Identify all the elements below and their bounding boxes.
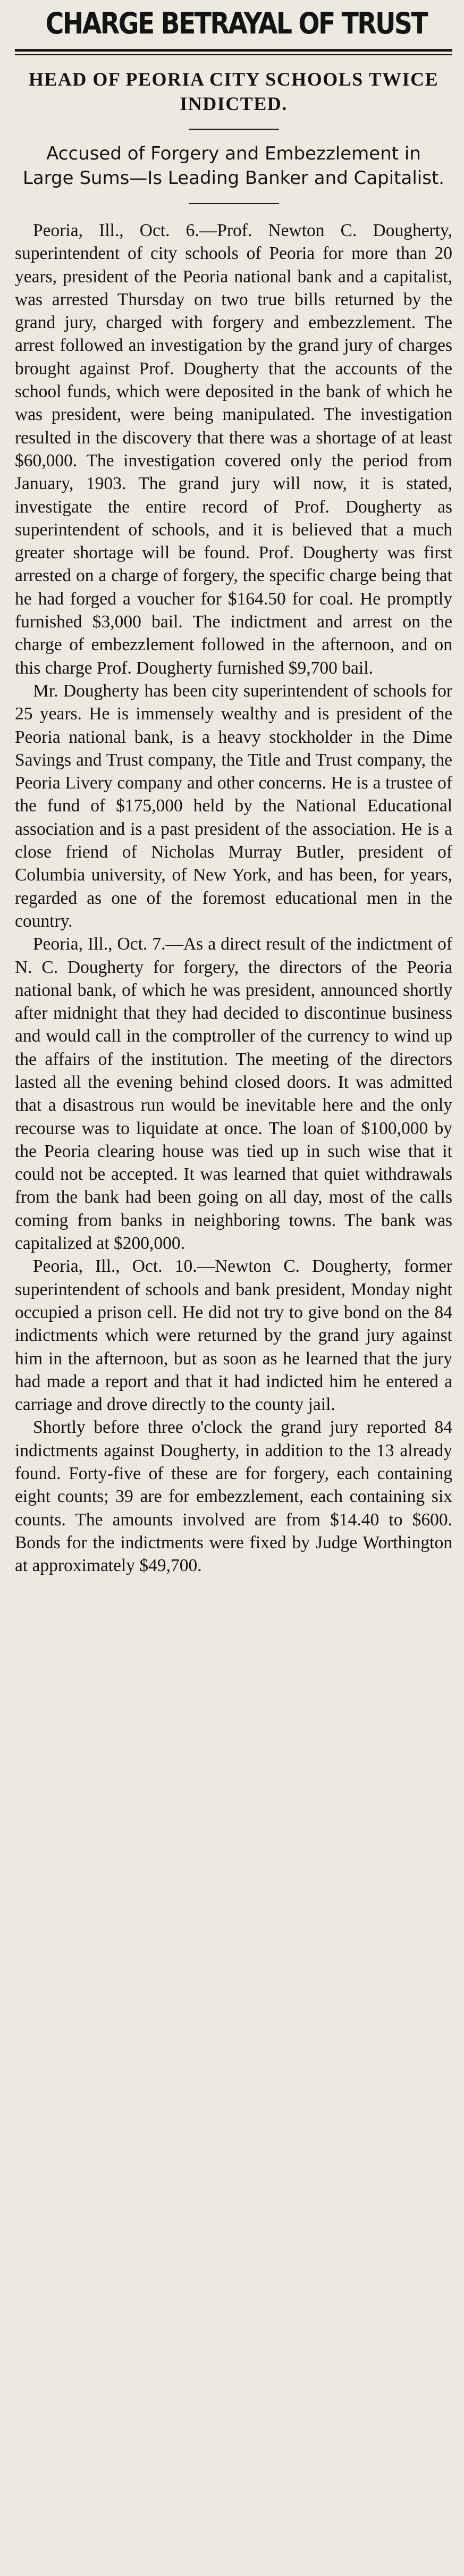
article-paragraph: Shortly before three o'clock the grand jury reported 84 indictments against Dougherty, in addition to the 13 already found. Forty-five of these are for forgery, each containing eight counts; 39 are for embezzlement, each containing six counts. The amounts involved are from $14.40 to $600. Bonds for the indictments were fixed by Judge Worthington at approximately $49,700. [15,1417,452,1576]
deck-divider [189,203,279,204]
article-paragraph: Peoria, Ill., Oct. 7.—As a direct result of the indictment of N. C. Dougherty for forgery, the directors of the Peoria national bank, of which he was president, announced shortly after midnight that they had decided to discontinue business and would call in the comptroller of the currency to wind up the affairs of the institution. The meeting of the directors lasted all the evening behind closed doors. It was admitted that a disastrous run would be inevitable here and the only recourse was to liquidate at once. The loan of $100,000 by the Peoria clearing house was tied up in such wise that it could not be accepted. It was learned that quiet withdrawals from the bank had been going on all day, most of the calls coming from banks in neighboring towns. The bank was capitalized at $200,000. [15,934,452,1254]
newspaper-clipping [0,5,464,2576]
headline: CHARGE BETRAYAL OF TRUST [45,6,427,40]
article-paragraph: Peoria, Ill., Oct. 6.—Prof. Newton C. Dougherty, superintendent of city schools of Peoria for more than 20 years, president of the Peoria national bank and a capitalist, was arrested Thursday on two true bills returned by the grand jury, charged with forgery and embezzlement. The arrest followed an investigation by the grand jury of charges brought against Prof. Dougherty that the accounts of the school funds, which were deposited in the bank of which he was president, were being manipulated. The investigation resulted in the discovery that there was a shortage of at least $60,000. The investigation covered only the period from January, 1903. The grand jury will now, it is stated, investigate the entire record of Prof. Dougherty as superintendent of schools, and it is believed that a much greater shortage will be found. Prof. Dougherty was first arrested on a charge of forgery, the specific charge being that he had forged a voucher for $164.50 for coal. He promptly furnished $3,000 bail. The indictment and arrest on the charge of embezzlement followed in the afternoon, and on this charge Prof. Dougherty furnished $9,700 bail. [15,221,452,678]
article-body [15,219,452,1578]
subhead: HEAD OF PEORIA CITY SCHOOLS TWICE INDICTED. [28,69,439,114]
article-paragraph: Mr. Dougherty has been city superintendent of schools for 25 years. He is immensely wealthy and is president of the Peoria national bank, is a heavy stockholder in the Dime Savings and Trust company, the Title and Trust company, the Peoria Livery company and other concerns. He is a trustee of the fund of $175,000 held by the National Educational association and is a past president of the association. He is a close friend of Nicholas Murray Butler, president of Columbia university, of New York, and has been, for years, regarded as one of the foremost educational men in the country. [15,681,452,931]
headline-rule-thick [15,49,452,52]
headline-rule-thin [15,54,452,55]
article-paragraph: Peoria, Ill., Oct. 10.—Newton C. Dougherty, former superintendent of schools and bank president, Monday night occupied a prison cell. He did not try to give bond on the 84 indictments which were returned by the grand jury against him in the afternoon, but as soon as he learned that the jury had made a report and that it had indicted him he entered a carriage and drove directly to the county jail. [15,1256,452,1415]
deck: Accused of Forgery and Embezzlement in Large Sums—Is Leading Banker and Capitalist. [22,143,445,189]
subhead-divider [189,129,279,130]
